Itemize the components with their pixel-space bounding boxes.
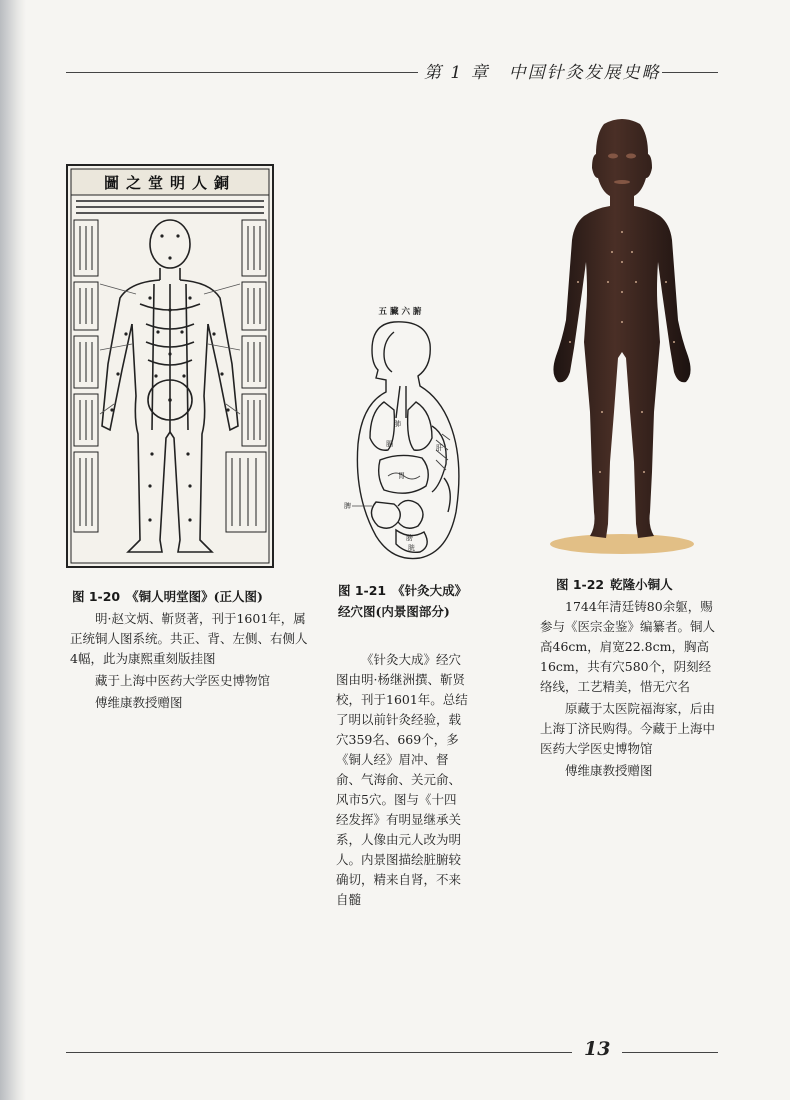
figure-viscera-diagram <box>336 300 466 566</box>
footer-rule-end <box>622 1052 718 1053</box>
figure-number: 图 1-22 <box>556 577 605 592</box>
svg-text:胱: 胱 <box>408 544 415 552</box>
caption-fig-1-20 <box>72 586 302 607</box>
figure-bronze-figurine <box>542 112 702 558</box>
paragraph-description: 1744年清廷铸80余躯，赐参与《医宗金鉴》编纂者。铜人高46cm，肩宽22.8cm，胸高16cm，共有穴580个，阴刻经络线，工艺精美，惜无穴名 <box>540 599 716 694</box>
paragraph-credit: 傅维康教授赠图 <box>565 763 653 778</box>
header-rule-end <box>662 72 718 73</box>
caption-text-fig-1-22 <box>540 597 718 781</box>
paragraph-collection: 藏于上海中医药大学医史博物馆 <box>95 673 271 688</box>
svg-text:膈: 膈 <box>386 440 393 448</box>
svg-text:胃: 胃 <box>398 472 405 480</box>
caption-text-fig-1-20 <box>70 609 310 713</box>
paragraph-description: 《针灸大成》经穴图由明·杨继洲撰、靳贤校，刊于1601年。总结了明以前针灸经验，载穴359名、669个，多《铜人经》眉冲、督俞、气海俞、关元俞、风市5穴。图与《十四经发挥》有明显继承关系，人像由元人改为明人。内景图描绘脏腑较确切，精来自肾，不来自髓 <box>336 652 468 907</box>
caption-title: 《针灸大成》经穴图(内景图部分) <box>338 583 468 619</box>
paragraph-credit: 傅维康教授赠图 <box>95 695 183 710</box>
figure-number: 图 1-20 <box>72 589 121 604</box>
svg-text:肺: 肺 <box>394 420 401 428</box>
diagram-title-text: 五 臟 六 腑 <box>378 307 422 317</box>
figure-number: 图 1-21 <box>338 583 387 598</box>
chart-title-text: 圖之堂明人銅 <box>103 174 237 192</box>
svg-text:脾: 脾 <box>344 502 351 510</box>
chapter-header: 第 1 章 中国针灸发展史略 <box>424 63 661 83</box>
caption-text-fig-1-21 <box>336 650 468 910</box>
caption-fig-1-22 <box>556 574 726 595</box>
caption-title: 《铜人明堂图》(正人图) <box>126 589 263 604</box>
svg-text:膀: 膀 <box>406 534 413 542</box>
svg-text:肝: 肝 <box>436 444 443 452</box>
page-edge-shadow <box>0 0 26 1100</box>
caption-title: 乾隆小铜人 <box>610 577 673 592</box>
figure-tongren-mingtang-chart <box>66 164 274 568</box>
page-number: 13 <box>584 1038 611 1060</box>
caption-fig-1-21 <box>338 580 468 622</box>
header-rule <box>66 72 418 73</box>
footer-rule <box>66 1052 572 1053</box>
paragraph-provenance: 原藏于太医院福海家，后由上海丁济民购得。今藏于上海中医药大学医史博物馆 <box>540 701 716 756</box>
paragraph-description: 明·赵文炳、靳贤著，刊于1601年，属正统铜人图系统。共正、背、左侧、右侧人4幅，此为康熙重刻版挂图 <box>70 611 308 666</box>
